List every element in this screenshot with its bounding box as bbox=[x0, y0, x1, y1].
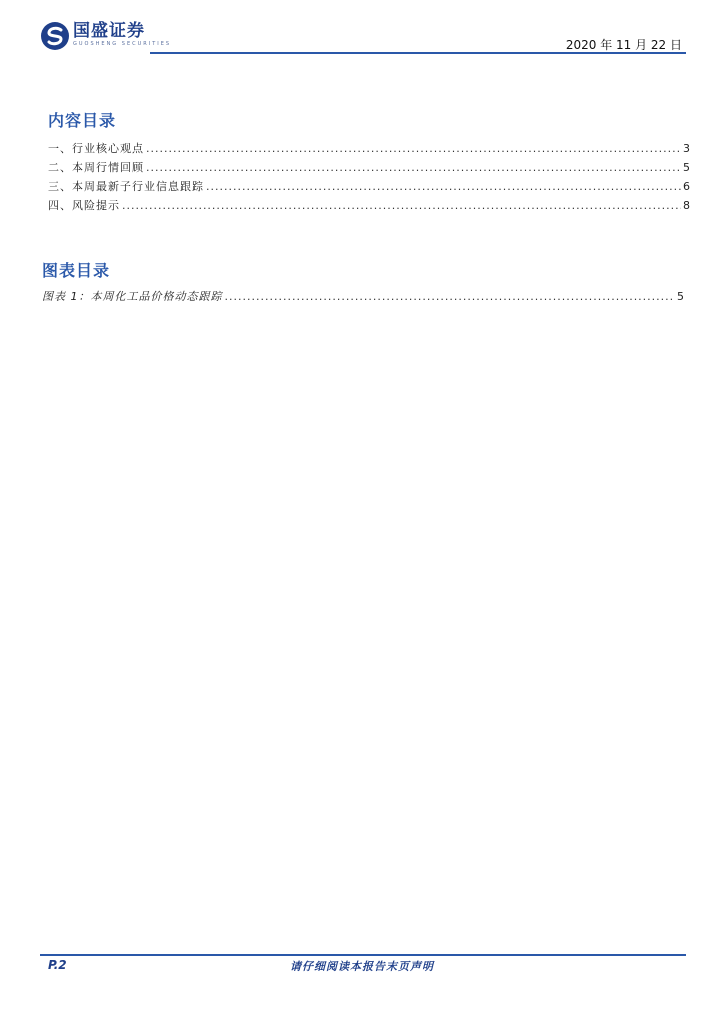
header-divider bbox=[150, 52, 686, 54]
toc-leader bbox=[146, 142, 681, 155]
toc-leader bbox=[146, 161, 681, 174]
page-number: P.2 bbox=[48, 958, 67, 972]
toc-entry[interactable] bbox=[48, 159, 690, 178]
toc-entry[interactable] bbox=[48, 140, 690, 159]
toc-leader bbox=[122, 199, 681, 212]
toc-entry[interactable] bbox=[48, 178, 690, 197]
toc-entry-page: 5 bbox=[683, 161, 690, 174]
logo-text bbox=[73, 21, 171, 48]
contents-title: 内容目录 bbox=[48, 111, 117, 130]
toc-entry-page: 8 bbox=[683, 199, 690, 212]
figure-toc-entry-label: 图表 1：本周化工品价格动态跟踪 bbox=[42, 290, 223, 303]
footer-divider bbox=[40, 954, 686, 956]
contents-list bbox=[48, 140, 690, 216]
toc-entry-label: 四、风险提示 bbox=[48, 199, 120, 212]
logo-english-name: GUOSHENG SECURITIES bbox=[73, 41, 172, 47]
toc-leader bbox=[206, 180, 681, 193]
logo-chinese-name: 国盛证券 bbox=[73, 21, 145, 41]
figures-list bbox=[42, 288, 684, 307]
figures-title: 图表目录 bbox=[42, 261, 111, 280]
page-header bbox=[40, 20, 686, 54]
toc-entry-page: 3 bbox=[683, 142, 690, 155]
figure-toc-entry[interactable] bbox=[42, 288, 684, 307]
toc-entry-label: 二、本周行情回顾 bbox=[48, 161, 144, 174]
toc-entry-page: 6 bbox=[683, 180, 690, 193]
toc-entry[interactable] bbox=[48, 197, 690, 216]
figure-toc-entry-page: 5 bbox=[677, 290, 684, 303]
disclaimer-note: 请仔细阅读本报告末页声明 bbox=[290, 960, 434, 973]
toc-leader bbox=[225, 290, 676, 303]
logo-emblem-icon bbox=[40, 21, 70, 51]
brand-logo bbox=[40, 20, 172, 52]
toc-entry-label: 一、行业核心观点 bbox=[48, 142, 144, 155]
toc-entry-label: 三、本周最新子行业信息跟踪 bbox=[48, 180, 204, 193]
report-date: 2020 年 11 月 22 日 bbox=[565, 38, 682, 52]
